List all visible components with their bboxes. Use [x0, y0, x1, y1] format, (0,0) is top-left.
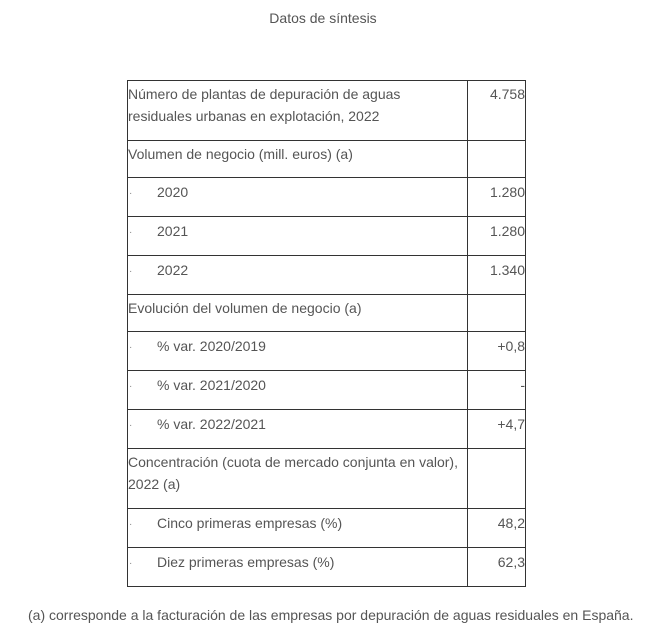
row-label: 2022: [157, 262, 189, 278]
row-label: % var. 2022/2021: [157, 416, 266, 432]
row-label: Cinco primeras empresas (%): [157, 515, 343, 531]
table-row: [128, 410, 526, 449]
row-label: Evolución del volumen de negocio (a): [128, 295, 468, 332]
row-value: 62,3: [468, 548, 526, 587]
row-label-cell: [128, 332, 468, 371]
bullet-icon: ·: [129, 188, 133, 199]
bullet-icon: ·: [129, 342, 133, 353]
row-label: % var. 2020/2019: [157, 338, 266, 354]
row-label-cell: [128, 178, 468, 217]
page-title: Datos de síntesis: [269, 10, 377, 26]
row-label: Volumen de negocio (mill. euros) (a): [128, 141, 468, 178]
row-value: 48,2: [468, 509, 526, 548]
bullet-icon: ·: [129, 558, 133, 569]
table-row: [128, 295, 526, 332]
row-value: 4.758: [468, 81, 526, 141]
row-label-cell: [128, 217, 468, 256]
row-value: 1.280: [468, 217, 526, 256]
row-label-cell: [128, 410, 468, 449]
table-row: [128, 449, 526, 509]
row-label-cell: [128, 256, 468, 295]
table-row: [128, 371, 526, 410]
table-row: [128, 509, 526, 548]
row-value: -: [468, 371, 526, 410]
bullet-icon: ·: [129, 381, 133, 392]
row-label-cell: [128, 509, 468, 548]
row-label: Concentración (cuota de mercado conjunta en valor), 2022 (a): [128, 449, 468, 509]
table-row: [128, 548, 526, 587]
table-row: [128, 332, 526, 371]
row-label-cell: [128, 371, 468, 410]
bullet-icon: ·: [129, 227, 133, 238]
bullet-icon: ·: [129, 420, 133, 431]
footnote: (a) corresponde a la facturación de las empresas por depuración de aguas residuales en España.: [28, 607, 634, 623]
row-value: +0,8: [468, 332, 526, 371]
row-value: [468, 295, 526, 332]
row-value: [468, 141, 526, 178]
row-label: 2020: [157, 184, 189, 200]
bullet-icon: ·: [129, 519, 133, 530]
row-value: 1.340: [468, 256, 526, 295]
bullet-icon: ·: [129, 266, 133, 277]
row-value: +4,7: [468, 410, 526, 449]
row-value: [468, 449, 526, 509]
row-label: % var. 2021/2020: [157, 377, 266, 393]
table-row: [128, 256, 526, 295]
table-row: [128, 217, 526, 256]
synthesis-table: [127, 80, 526, 587]
row-label: Diez primeras empresas (%): [157, 554, 335, 570]
row-label: Número de plantas de depuración de aguas residuales urbanas en explotación, 2022: [128, 81, 468, 141]
row-label-cell: [128, 548, 468, 587]
table-row: [128, 178, 526, 217]
row-value: 1.280: [468, 178, 526, 217]
table-row: [128, 81, 526, 141]
row-label: 2021: [157, 223, 189, 239]
table-row: [128, 141, 526, 178]
